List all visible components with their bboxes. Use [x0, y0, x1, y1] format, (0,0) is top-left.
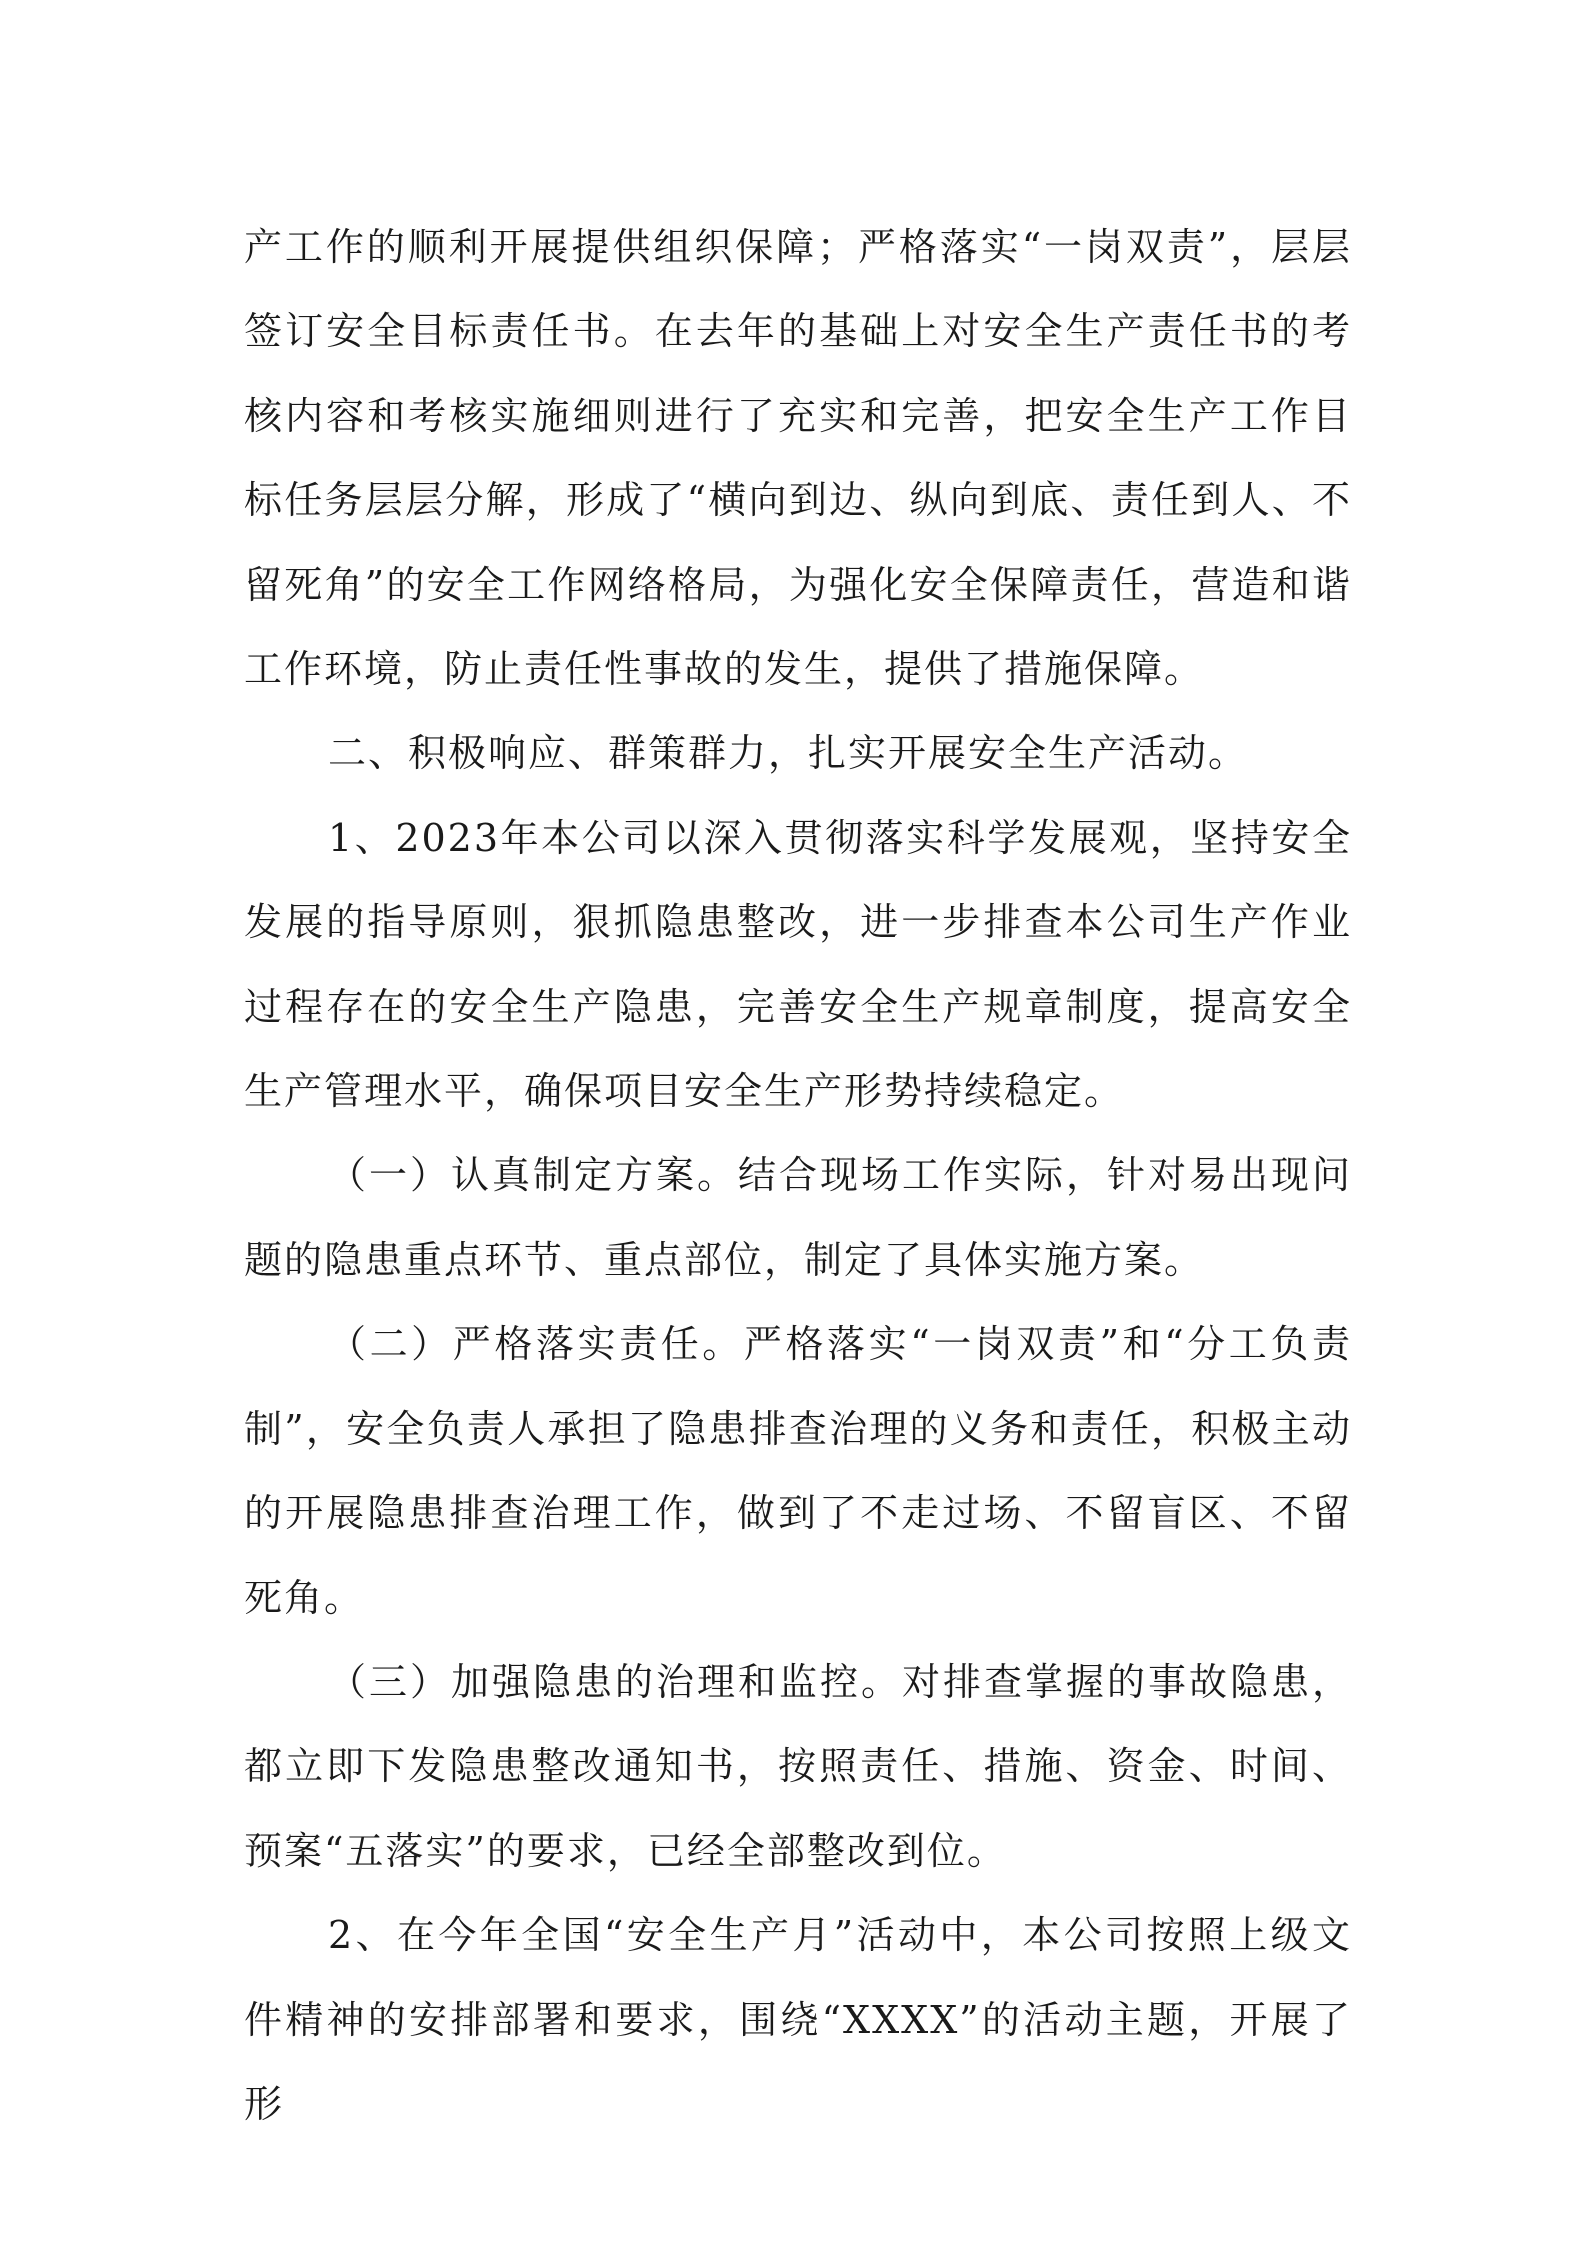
paragraph-sub-item-3: （三）加强隐患的治理和监控。对排查掌握的事故隐患，都立即下发隐患整改通知书，按照责任、措施、资金、时间、预案“五落实”的要求，已经全部整改到位。	[244, 1659, 1352, 1873]
paragraph-continuation: 产工作的顺利开展提供组织保障；严格落实“一岗双责”，层层签订安全目标责任书。在去年的基础上对安全生产责任书的考核内容和考核实施细则进行了充实和完善，把安全生产工作目标任务层层分解，形成了“横向到边、纵向到底、责任到人、不留死角”的安全工作网络格局，为强化安全保障责任，营造和谐工作环境，防止责任性事故的发生，提供了措施保障。	[244, 225, 1352, 692]
paragraph-item-2: 2、在今年全国“安全生产月”活动中，本公司按照上级文件精神的安排部署和要求，围绕“XXXX”的活动主题，开展了形	[244, 1913, 1352, 2126]
section-heading-two: 二、积极响应、群策群力，扎实开展安全生产活动。	[328, 731, 1249, 776]
paragraph-sub-item-2: （二）严格落实责任。严格落实“一岗双责”和“分工负责制”，安全负责人承担了隐患排查治理的义务和责任，积极主动的开展隐患排查治理工作，做到了不走过场、不留盲区、不留死角。	[244, 1322, 1352, 1620]
paragraph-sub-item-1: （一）认真制定方案。结合现场工作实际，针对易出现问题的隐患重点环节、重点部位，制定了具体实施方案。	[244, 1153, 1352, 1282]
paragraph-item-1: 1、2023年本公司以深入贯彻落实科学发展观，坚持安全发展的指导原则，狠抓隐患整改，进一步排查本公司生产作业过程存在的安全生产隐患，完善安全生产规章制度，提高安全生产管理水平，确保项目安全生产形势持续稳定。	[244, 815, 1352, 1114]
document-page	[244, 205, 1352, 2146]
